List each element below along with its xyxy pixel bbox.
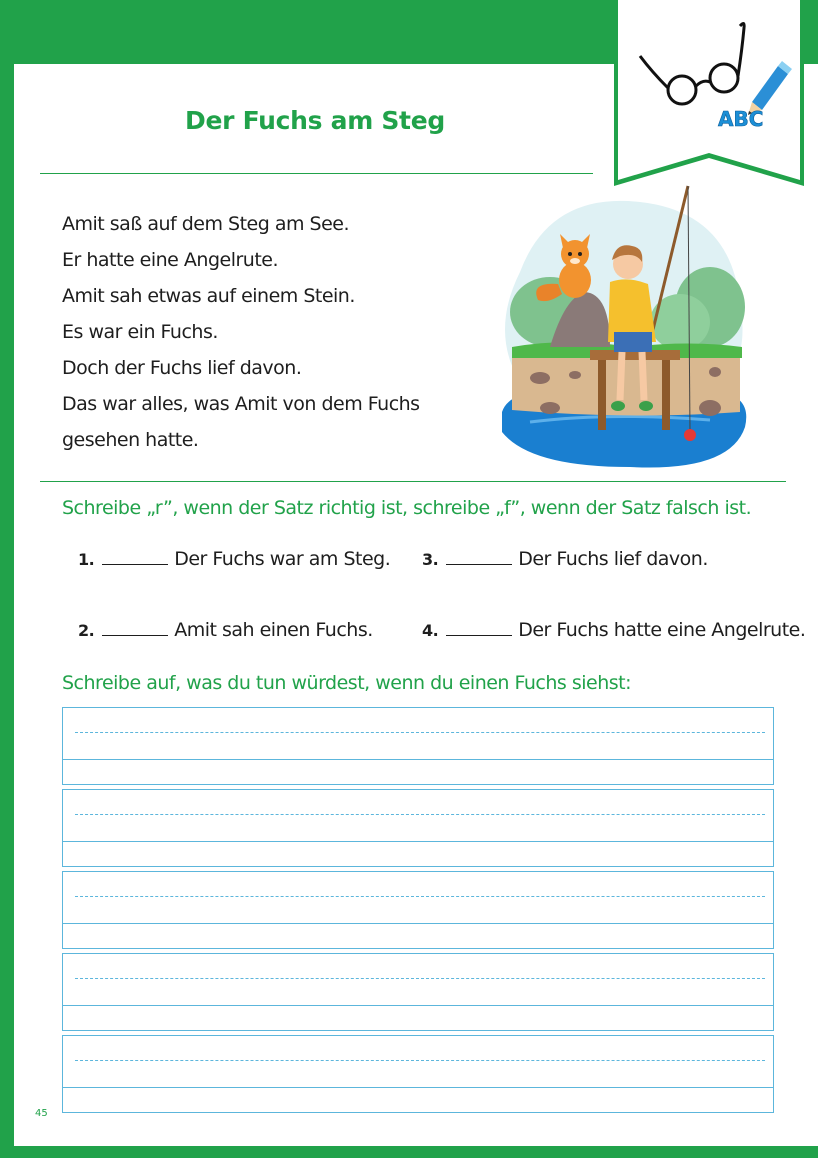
story-line: Doch der Fuchs lief davon. [62, 357, 302, 379]
answer-blank[interactable] [102, 548, 168, 565]
corner-banner [612, 0, 806, 190]
writing-line[interactable] [62, 789, 774, 867]
writing-line[interactable] [62, 953, 774, 1031]
fox-boy-fishing-illustration [490, 182, 752, 472]
divider-middle [40, 481, 786, 482]
writing-line[interactable] [62, 871, 774, 949]
statement-text: Der Fuchs lief davon. [518, 548, 708, 570]
statement-2 [78, 619, 373, 641]
answer-blank[interactable] [446, 548, 512, 565]
story-line: gesehen hatte. [62, 429, 199, 451]
abc-badge-text: ABC [718, 107, 764, 131]
statement-4 [422, 619, 805, 641]
writing-area [62, 707, 774, 1117]
answer-blank[interactable] [102, 619, 168, 636]
story-line: Das war alles, was Amit von dem Fuchs [62, 393, 420, 415]
statement-number: 2. [78, 621, 95, 640]
story-line: Amit saß auf dem Steg am See. [62, 213, 350, 235]
page-number: 45 [35, 1108, 48, 1119]
divider-top [40, 173, 593, 174]
instruction-writing: Schreibe auf, was du tun würdest, wenn du einen Fuchs siehst: [62, 672, 632, 694]
page-title: Der Fuchs am Steg [185, 106, 445, 135]
statement-number: 3. [422, 550, 439, 569]
story-line: Amit sah etwas auf einem Stein. [62, 285, 355, 307]
statement-text: Amit sah einen Fuchs. [174, 619, 373, 641]
statement-text: Der Fuchs war am Steg. [174, 548, 391, 570]
statement-1 [78, 548, 390, 570]
story-line: Es war ein Fuchs. [62, 321, 218, 343]
writing-line[interactable] [62, 707, 774, 785]
writing-line[interactable] [62, 1035, 774, 1113]
story-line: Er hatte eine Angelrute. [62, 249, 279, 271]
instruction-true-false: Schreibe „r”, wenn der Satz richtig ist, schreibe „f”, wenn der Satz falsch ist. [62, 497, 752, 519]
statement-number: 1. [78, 550, 95, 569]
statement-number: 4. [422, 621, 439, 640]
statement-text: Der Fuchs hatte eine Angelrute. [518, 619, 806, 641]
story-text [62, 206, 462, 458]
statement-3 [422, 548, 708, 570]
answer-blank[interactable] [446, 619, 512, 636]
